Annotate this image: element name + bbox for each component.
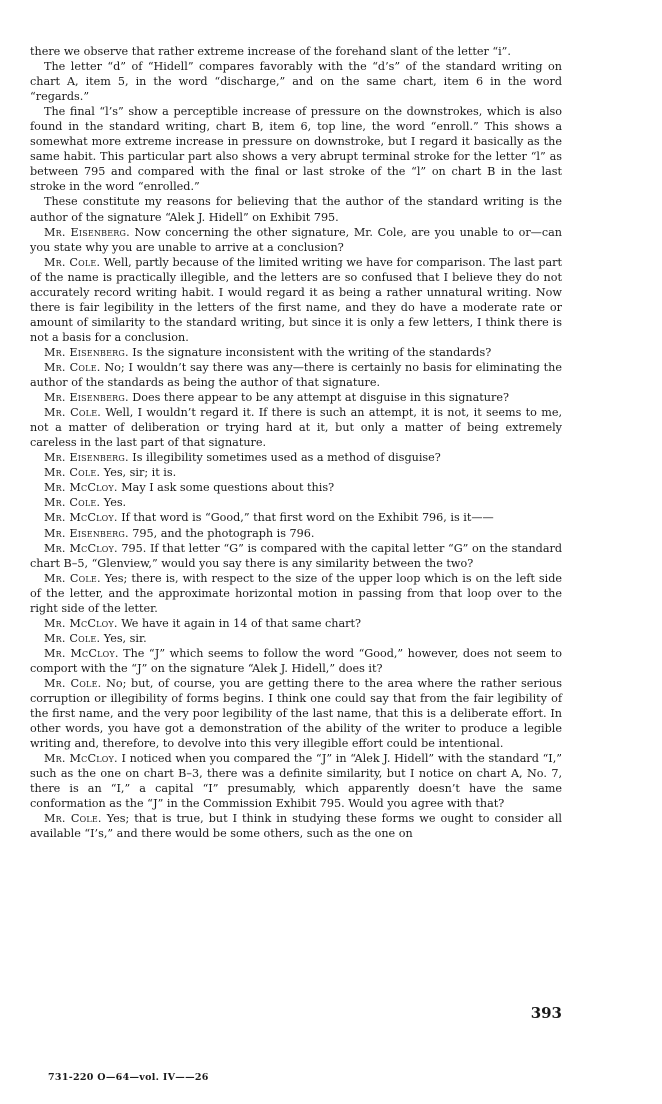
transcript-paragraph <box>30 44 562 59</box>
paragraph-text: Yes; there is, with respect to the size of the upper loop which is on the left side of the letter, and the approximate horizontal motion in passing from that loop over to the right side of the letter. <box>30 571 562 615</box>
paragraph-text: Well, I wouldn’t regard it. If there is such an attempt, it is not, it seems to me, not a matter of deliberation or trying hard at it, but only a matter of being extremely careless in the last part of that signature. <box>30 406 563 450</box>
transcript-paragraph <box>30 571 562 616</box>
paragraph-text: Does there appear to be any attempt at disguise in this signature? <box>132 391 509 405</box>
speaker-name: Mr. Cole. <box>44 571 101 585</box>
speaker-name: Mr. McCloy. <box>44 481 118 495</box>
speaker-name: Mr. Cole. <box>44 676 102 690</box>
transcript-paragraph <box>30 646 562 676</box>
speaker-name: Mr. Cole. <box>44 496 101 510</box>
paragraph-text: Is the signature inconsistent with the writing of the standards? <box>132 345 492 359</box>
transcript-paragraph <box>30 104 562 194</box>
print-code-footer: 731-220 O—64—vol. IV——26 <box>48 1072 209 1083</box>
transcript-paragraph <box>30 811 562 841</box>
transcript-paragraph <box>30 510 562 525</box>
paragraph-text: Yes. <box>103 496 127 510</box>
paragraph-text: May I ask some questions about this? <box>121 481 335 495</box>
transcript-paragraph <box>30 450 562 465</box>
speaker-name: Mr. Eisenberg. <box>44 225 130 239</box>
transcript-paragraph <box>30 480 562 495</box>
transcript-paragraph <box>30 194 562 224</box>
paragraph-text: The letter “d” of “Hidell” compares favorably with the “d’s” of the standard writing on chart A, item 5, in the word “discharge,” and on the same chart, item 6 in the word “regards.” <box>30 60 562 104</box>
speaker-name: Mr. McCloy. <box>44 752 118 766</box>
transcript-paragraph <box>30 255 562 345</box>
page-number: 393 <box>530 1004 562 1022</box>
transcript-paragraph <box>30 360 562 390</box>
paragraph-text: Well, partly because of the limited writing we have for comparison. The last part of the name is practically illegible, and the letters are so confused that I believe they do not accurately record writing habit. I would regard it as being a rather unnatural writing. Now there is fair legibility in the letters of the first name, and they do have a moderate rate or amount of similarity to the standard writing, but since it is only a few letters, I think there is not a basis for a conclusion. <box>30 255 563 344</box>
paragraph-text: No; but, of course, you are getting there to the area where the rather serious corruption or illegibility of forms begins. I think one could say that from the fair legibility of the first name, and the very poor legibility of the last name, that this is a deliberate effort. In other words, you have got a demonstration of the ability of the writer to produce a legible writing and, therefore, to devolve into this very illegible effort could be intentional. <box>30 676 562 751</box>
paragraph-text: Yes, sir. <box>103 631 147 645</box>
speaker-name: Mr. Cole. <box>44 406 101 420</box>
paragraph-text: Yes; that is true, but I think in studying these forms we ought to consider all available “I’s,” and there would be some others, such as the one on <box>30 812 563 841</box>
speaker-name: Mr. McCloy. <box>44 541 118 555</box>
transcript-paragraph <box>30 345 562 360</box>
transcript-paragraph <box>30 616 562 631</box>
transcript-paragraph <box>30 225 562 255</box>
speaker-name: Mr. McCloy. <box>44 511 118 525</box>
transcript-paragraph <box>30 676 562 751</box>
transcript-paragraph <box>30 526 562 541</box>
speaker-name: Mr. Cole. <box>44 360 101 374</box>
paragraph-text: The final “l’s” show a perceptible increase of pressure on the downstrokes, which is also found in the standard writing, chart B, item 6, top line, the word “enroll.” This shows a somewhat more extreme increase in pressure on downstroke, but I regard it basically as the same habit. This particular part also shows a very abrupt terminal stroke for the letter “l” as between 795 and compared with the final or last stroke of the “l” on chart B in the last stroke in the word “enrolled.” <box>30 105 562 194</box>
speaker-name: Mr. McCloy. <box>44 616 118 630</box>
transcript-paragraph <box>30 495 562 510</box>
paragraph-text: 795, and the photograph is 796. <box>132 526 315 540</box>
speaker-name: Mr. Cole. <box>44 631 101 645</box>
paragraph-text: The “J” which seems to follow the word “Good,” however, does not seem to comport with the “J” on the signature “Alek J. Hidell,” does it? <box>30 646 562 675</box>
paragraph-text: We have it again in 14 of that same chart? <box>121 616 361 630</box>
speaker-name: Mr. Eisenberg. <box>44 391 129 405</box>
transcript-paragraph <box>30 751 562 811</box>
paragraph-text: If that word is “Good,” that first word on the Exhibit 796, is it—— <box>121 511 494 525</box>
paragraph-text: there we observe that rather extreme increase of the forehand slant of the letter “i”. <box>30 45 511 58</box>
transcript-paragraph <box>30 541 562 571</box>
speaker-name: Mr. McCloy. <box>44 646 119 660</box>
transcript-paragraph <box>30 390 562 405</box>
speaker-name: Mr. Eisenberg. <box>44 345 129 359</box>
transcript-paragraph <box>30 405 562 450</box>
paragraph-text: I noticed when you compared the “J” in “Alek J. Hidell” with the standard “I,” such as the one on chart B–3, there was a definite similarity, but I notice on chart A, No. 7, there is an “I,” a capital “I” presumably, which apparently doesn’t have the same conformation as the “J” in the Commission Exhibit 795. Would you agree with that? <box>30 752 562 811</box>
paragraph-text: Is illegibility sometimes used as a method of disguise? <box>132 451 441 465</box>
speaker-name: Mr. Cole. <box>44 255 101 269</box>
paragraph-text: These constitute my reasons for believing that the author of the standard writing is the author of the signature “Alek J. Hidell” on Exhibit 795. <box>30 195 562 224</box>
speaker-name: Mr. Eisenberg. <box>44 526 129 540</box>
transcript-paragraph <box>30 631 562 646</box>
speaker-name: Mr. Cole. <box>44 466 101 480</box>
speaker-name: Mr. Eisenberg. <box>44 451 129 465</box>
paragraph-text: Now concerning the other signature, Mr. Cole, are you unable to or—can you state why you are unable to arrive at a conclusion? <box>30 225 562 254</box>
paragraph-text: No; I wouldn’t say there was any—there is certainly no basis for eliminating the author of the standards as being the author of that signature. <box>30 360 563 390</box>
paragraph-text: 795. If that letter “G” is compared with the capital letter “G” on the standard chart B–5, “Glenview,” would you say there is any similarity between the two? <box>30 541 563 570</box>
speaker-name: Mr. Cole. <box>44 812 102 826</box>
paragraph-text: Yes, sir; it is. <box>103 466 177 480</box>
transcript-body <box>30 44 562 841</box>
transcript-paragraph <box>30 59 562 104</box>
transcript-paragraph <box>30 465 562 480</box>
